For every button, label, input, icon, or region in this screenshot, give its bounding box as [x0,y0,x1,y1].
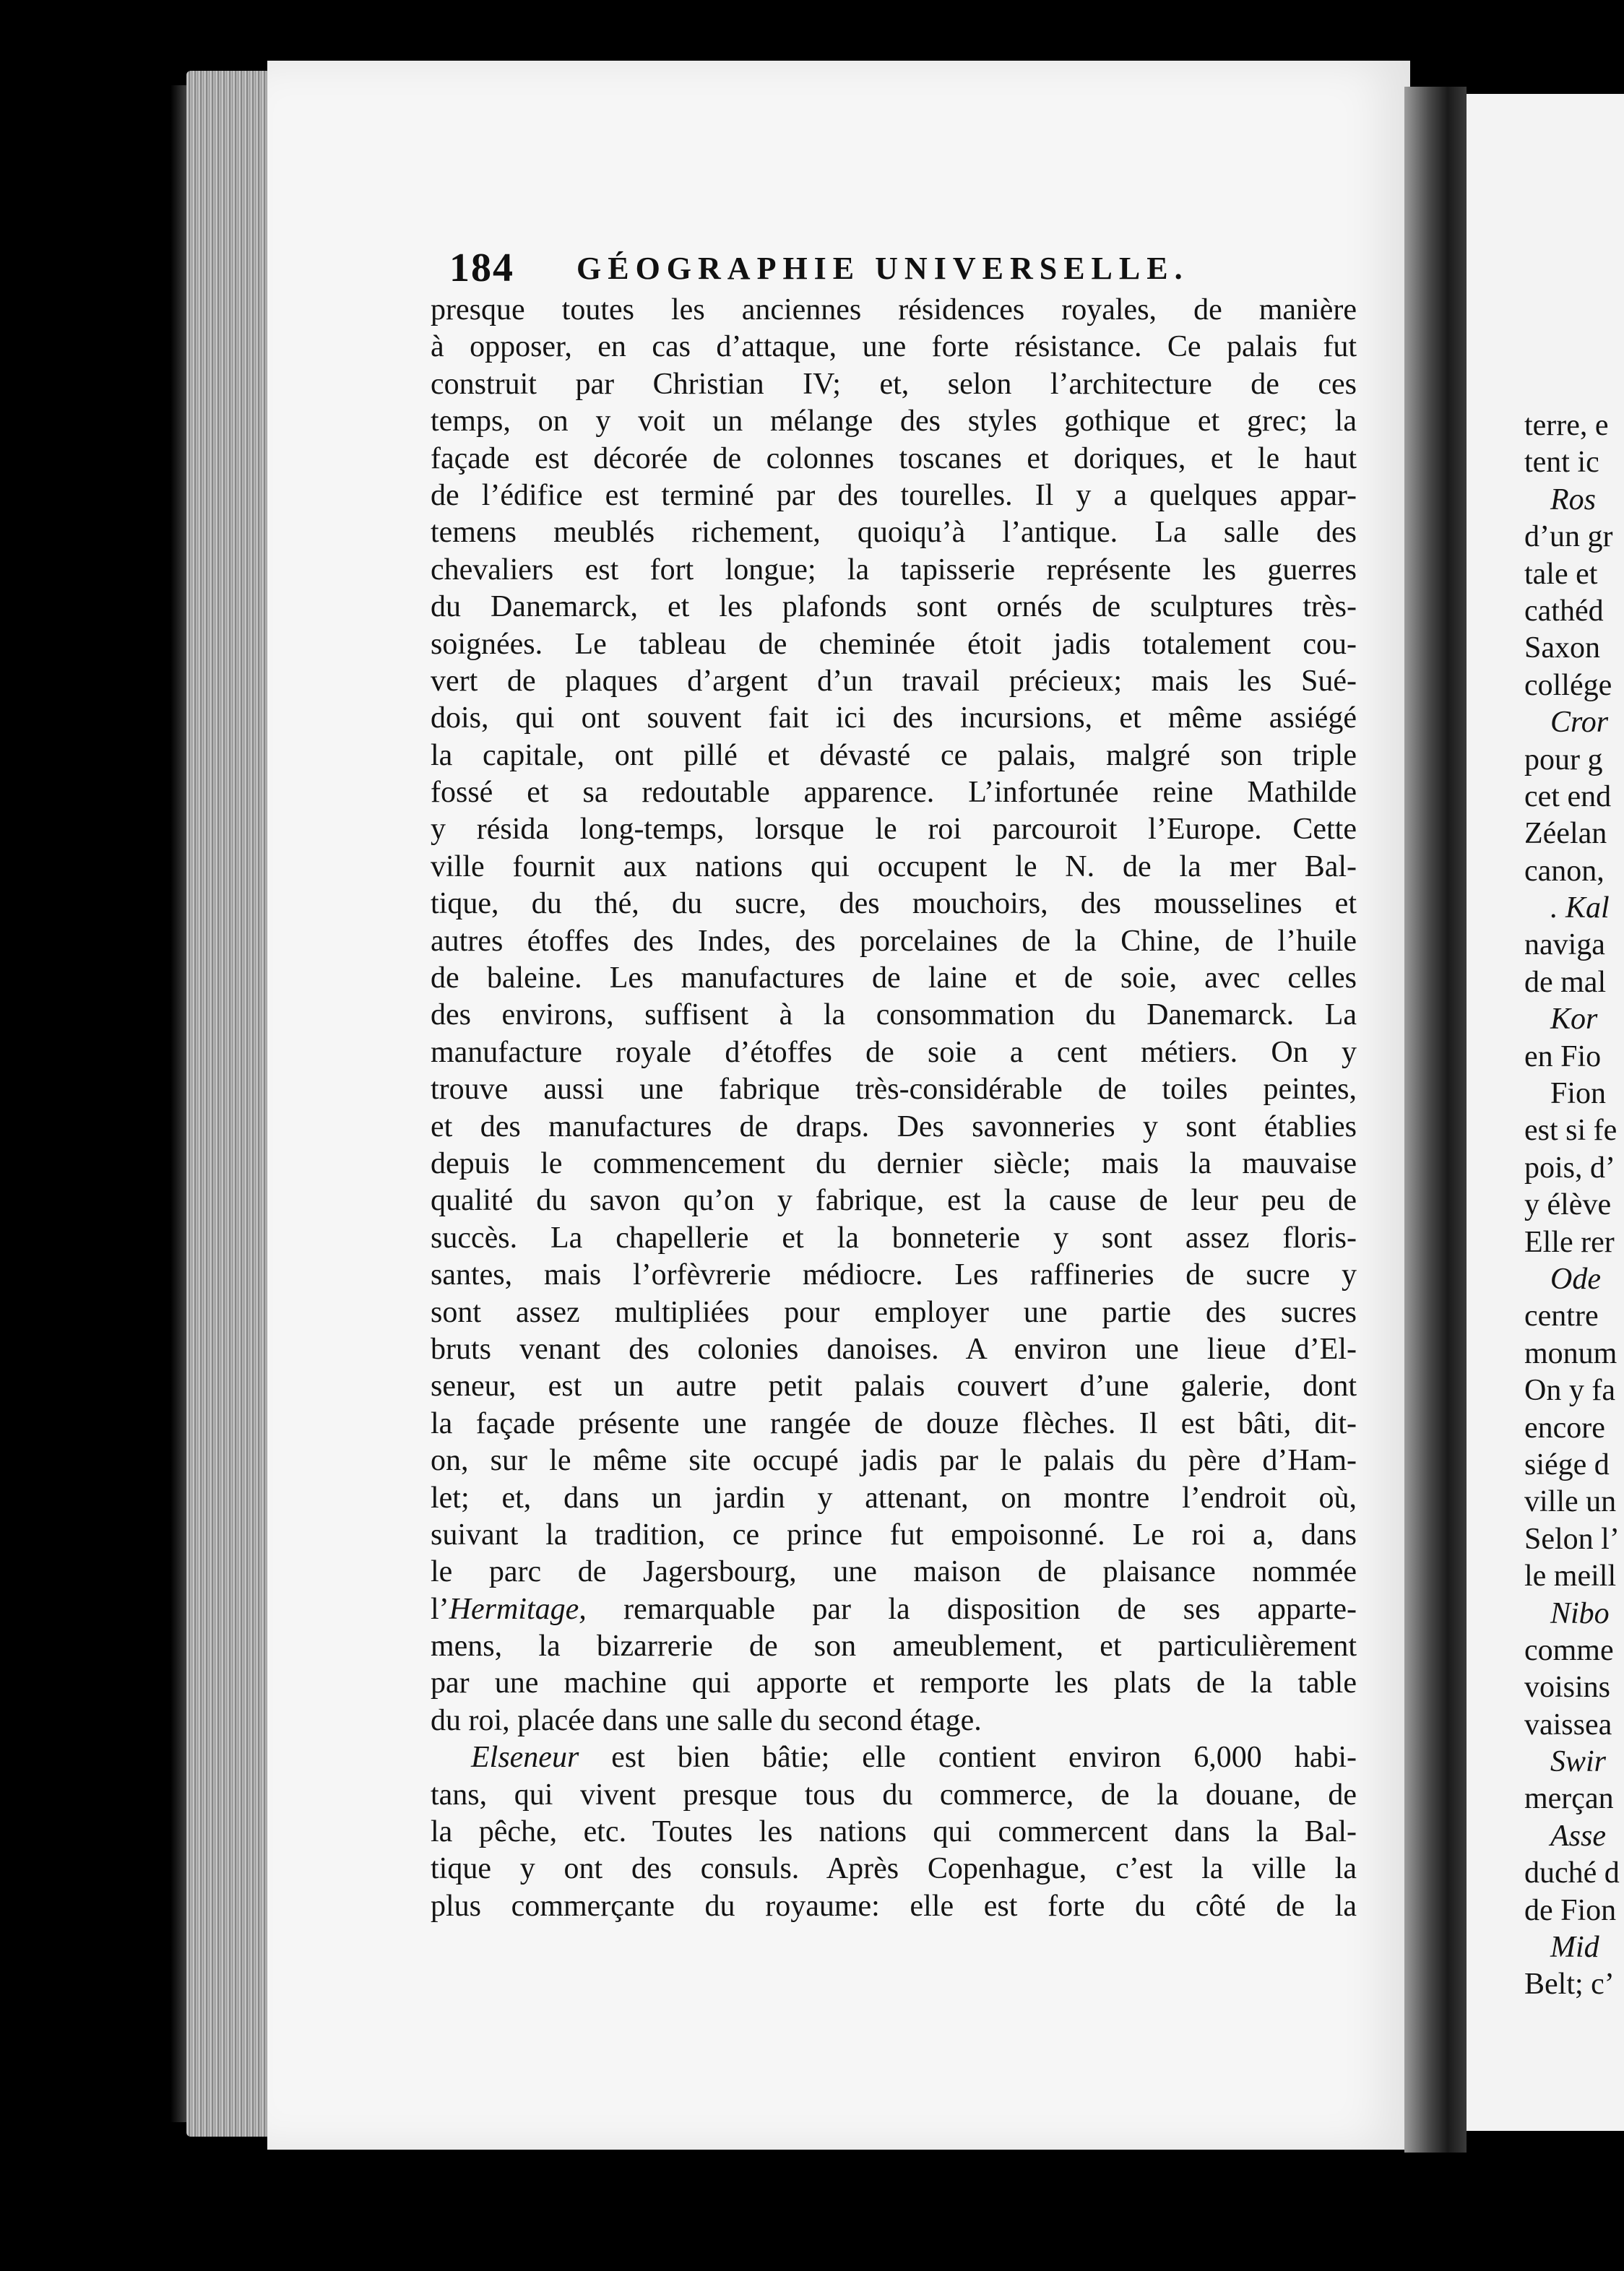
next-page-text [1524,407,1624,2004]
next-page-line: Nibo [1550,1596,1610,1630]
next-page-line: comme [1524,1633,1614,1667]
text-line: let; et, dans un jardin y attenant, on montre l’endroit où, [431,1481,1357,1515]
next-page-line: vaissea [1524,1708,1612,1742]
text-line: tans, qui vivent presque tous du commerce, de la douane, de [431,1778,1357,1812]
next-page-line: est si fe [1524,1114,1617,1148]
text-line: à opposer, en cas d’attaque, une forte résistance. Ce palais fut [431,330,1357,364]
text-line: sont assez multipliées pour employer une partie des sucres [431,1295,1357,1329]
next-page-line: Kor [1550,1003,1598,1037]
text-line: des environs, suffisent à la consommation du Danemarck. La [431,998,1357,1032]
next-page-line: Elle rer [1524,1225,1615,1259]
next-page-line: terre, e [1524,409,1609,442]
next-page-line: canon, [1524,854,1604,888]
next-page-line: . Kal [1550,891,1610,925]
next-page-line: de mal [1524,965,1607,999]
text-line: par une machine qui apporte et remporte les plats de la table [431,1666,1357,1700]
next-page-line: Asse [1550,1819,1606,1853]
next-page-line: cathéd [1524,594,1604,628]
next-page-line: Belt; c’ [1524,1968,1615,2002]
text-line: chevaliers est fort longue; la tapisserie représente les guerres [431,553,1357,587]
next-page-line: siége d [1524,1448,1610,1481]
text-line: et des manufactures de draps. Des savonneries y sont établies [431,1109,1357,1143]
next-page-line: de Fion [1524,1893,1617,1927]
running-title: GÉOGRAPHIE UNIVERSELLE. [576,250,1189,286]
next-page-line: pois, d’ [1524,1151,1615,1185]
next-page-line: Fion [1550,1077,1607,1111]
text-line: presque toutes les anciennes résidences royales, de manière [431,293,1357,326]
text-line: soignées. Le tableau de cheminée étoit jadis totalement cou- [431,627,1357,661]
text-line: seneur, est un autre petit palais couvert d’une galerie, dont [431,1370,1357,1403]
next-page-line: Mid [1550,1931,1599,1965]
text-line: mens, la bizarrerie de son ameublement, et particulièrement [431,1630,1357,1664]
next-page-line: merçan [1524,1782,1614,1816]
text-line: dois, qui ont souvent fait ici des incursions, et même assiégé [431,701,1357,735]
text-line: l’Hermitage, remarquable par la disposition de ses apparte- [431,1592,1357,1626]
text-line: le parc de Jagersbourg, une maison de plaisance nommée [431,1555,1357,1589]
text-line: santes, mais l’orfèvrerie médiocre. Les raffineries de sucre y [431,1258,1357,1292]
text-line: du Danemarck, et les plafonds sont ornés de sculptures très- [431,590,1357,624]
text-line: trouve aussi une fabrique très-considérable de toiles peintes, [431,1073,1357,1107]
text-line: la façade présente une rangée de douze flèches. Il est bâti, dit- [431,1406,1357,1440]
text-line: la pêche, etc. Toutes les nations qui commercent dans la Bal- [431,1815,1357,1849]
text-line: temps, on y voit un mélange des styles gothique et grec; la [431,405,1357,438]
next-page-line: pour g [1524,743,1603,777]
text-line: façade est décorée de colonnes toscanes et doriques, et le haut [431,441,1357,475]
next-page-line: collége [1524,668,1612,702]
next-page-line: y élève [1524,1188,1612,1222]
next-page-line: Ode [1550,1262,1601,1296]
next-page-line: On y fa [1524,1374,1615,1408]
next-page-line: d’un gr [1524,520,1613,554]
next-page-line: en Fio [1524,1039,1602,1073]
book-page-edges [186,71,273,2137]
text-line: bruts venant des colonies danoises. A environ une lieue d’El- [431,1332,1357,1366]
text-line: du roi, placée dans une salle du second étage. [431,1703,982,1737]
paragraph-1 [431,292,1357,1739]
text-line: y résida long-temps, lorsque le roi parcouroit l’Europe. Cette [431,813,1357,847]
text-line: depuis le commencement du dernier siècle; mais la mauvaise [431,1146,1357,1180]
text-line: succès. La chapellerie et la bonneterie y sont assez floris- [431,1221,1357,1255]
next-page-line: tent ic [1524,446,1599,480]
text-line: de baleine. Les manufactures de laine et de soie, avec celles [431,961,1357,995]
next-page-line: tale et [1524,557,1598,591]
next-page-line: encore [1524,1411,1605,1445]
text-line: on, sur le même site occupé jadis par le palais du père d’Ham- [431,1444,1357,1478]
next-page-line: naviga [1524,928,1605,962]
text-line: qualité du savon qu’on y fabrique, est la cause de leur peu de [431,1184,1357,1218]
next-page-line: Swir [1550,1745,1607,1779]
text-line: ville fournit aux nations qui occupent le N. de la mer Bal- [431,849,1357,883]
text-line: tique, du thé, du sucre, des mouchoirs, des mousselines et [431,887,1357,921]
text-line: autres étoffes des Indes, des porcelaines de la Chine, de l’huile [431,924,1357,958]
text-line: Elseneur est bien bâtie; elle contient environ 6,000 habi- [471,1741,1357,1775]
running-head [449,243,1374,293]
next-page-line: Saxon [1524,631,1600,665]
text-line: tique y ont des consuls. Après Copenhague, c’est la ville la [431,1852,1357,1886]
next-page-line: Selon l’ [1524,1522,1620,1556]
next-page-line: Zéelan [1524,817,1607,851]
paragraph-2 [431,1739,1357,1925]
book-gutter [1404,87,1467,2153]
next-page-line: cet end [1524,779,1612,813]
next-page-line: Cror [1550,706,1609,740]
text-line: plus commerçante du royaume: elle est forte du côté de la [431,1889,1357,1923]
text-line: la capitale, ont pillé et dévasté ce palais, malgré son triple [431,738,1357,772]
body-text [431,292,1357,1925]
text-line: temens meublés richement, quoiqu’à l’antique. La salle des [431,516,1357,550]
next-page-line: duché d [1524,1856,1620,1890]
next-page-line: monum [1524,1336,1617,1370]
book-page-right-partial [1467,94,1624,2131]
text-line: vert de plaques d’argent d’un travail précieux; mais les Sué- [431,664,1357,698]
text-line: de l’édifice est terminé par des tourelles. Il y a quelques appar- [431,478,1357,512]
page-number: 184 [449,246,514,290]
next-page-line: voisins [1524,1671,1611,1705]
next-page-line: le meill [1524,1560,1617,1593]
text-line: manufacture royale d’étoffes de soie a cent métiers. On y [431,1035,1357,1069]
next-page-line: Ros [1550,483,1596,516]
text-line: fossé et sa redoutable apparence. L’infortunée reine Mathilde [431,776,1357,810]
text-line: construit par Christian IV; et, selon l’architecture de ces [431,367,1357,401]
next-page-line: ville un [1524,1485,1617,1519]
text-line: suivant la tradition, ce prince fut empoisonné. Le roi a, dans [431,1518,1357,1552]
next-page-line: centre [1524,1299,1599,1333]
